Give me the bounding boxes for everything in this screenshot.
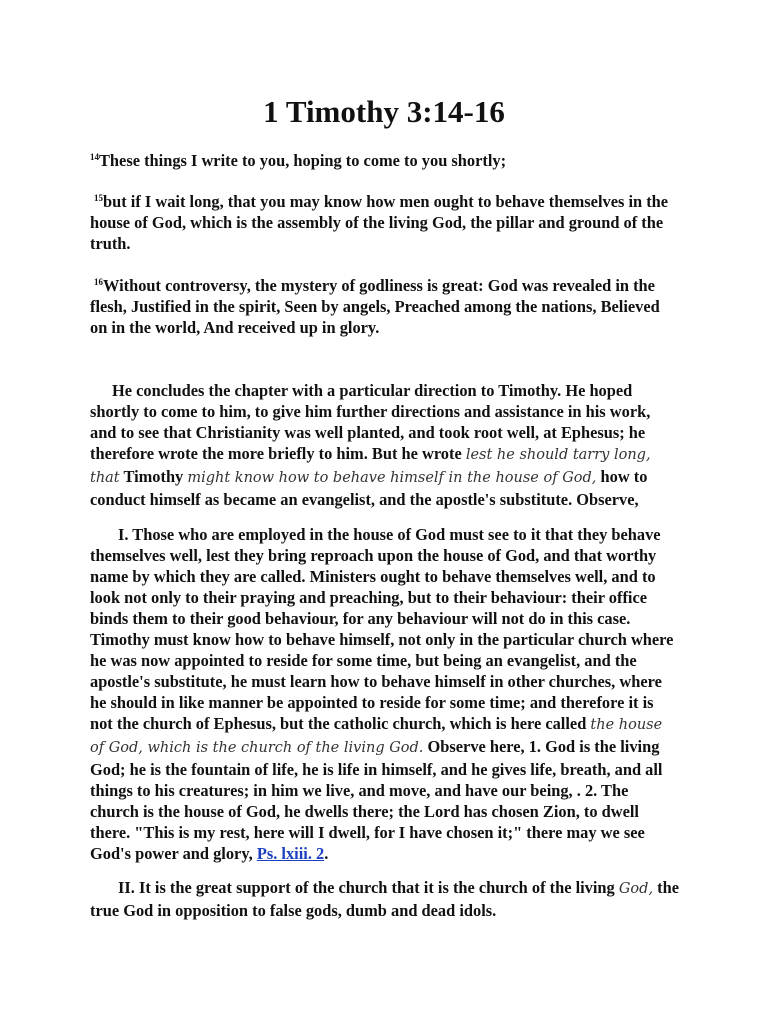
verse-text: but if I wait long, that you may know how men ought to behave themselves in the house of God, which is the assembly of the living God, the pillar and ground of the truth.: [90, 192, 669, 253]
scripture-quote: might know how to behave himself in the house of God,: [187, 470, 597, 486]
verse-number: 16: [94, 277, 103, 287]
commentary-text: Timothy: [119, 467, 188, 486]
commentary-text: .: [324, 844, 329, 863]
scripture-quote: the house of God, which is the church of the living God.: [90, 717, 663, 756]
verse-number: 15: [94, 193, 103, 203]
verse-text: Without controversy, the mystery of godliness is great: God was revealed in the flesh, Justified in the spirit, Seen by angels, Preached among the nations, Believed on in the world, And received up in glory.: [90, 276, 660, 337]
commentary-text: how to conduct himself as became an evangelist, and the apostle's substitute. Observe,: [90, 467, 648, 509]
commentary-paragraph-1: [90, 380, 680, 510]
scripture-quote: lest he should tarry long, that: [90, 447, 651, 486]
scripture-reference-link[interactable]: Ps. lxiii. 2: [256, 844, 325, 863]
commentary-text: I. Those who are employed in the house of God must see to it that they behave themselves well, lest they bring reproach upon the house of God, and that worthy name by which they are called. Ministers ought to behave themselves well, and to look not only to their praying and preaching, but to their behaviour: their office binds them to their good behaviour, for any behaviour will not do in this case. Timothy must know how to behave himself, not only in the particular church where he was now appointed to reside for some time, but being an evangelist, and the apostle's substitute, he must learn how to behave himself in other churches, where he should in like manner be appointed to reside for some time; and therefore it is not the church of Ephesus, but the catholic church, which is here called: [90, 525, 674, 733]
commentary-text: He concludes the chapter with a particular direction to Timothy. He hoped shortly to come to him, to give him further directions and assistance in his work, and to see that Christianity was well planted, and took root well, at Ephesus; he therefore wrote the more briefly to him. But he wrote: [90, 381, 651, 463]
verse-number: 14: [90, 152, 99, 162]
verse-text: These things I write to you, hoping to come to you shortly;: [99, 151, 507, 170]
verse-16: [90, 275, 680, 338]
commentary-text: Observe here, 1. God is the living God; he is the fountain of life, he is life in himself, and he gives life, breath, and all things to his creatures; in him we live, and move, and have our being, . 2. The church is the house of God, he dwells there; the Lord has chosen Zion, to dwell there. "This is my rest, here will I dwell, for I have chosen it;" there may we see God's power and glory,: [90, 737, 663, 863]
page-title: 1 Timothy 3:14-16: [263, 94, 505, 129]
commentary-text: the true God in opposition to false gods, dumb and dead idols.: [90, 878, 680, 920]
verse-15: [90, 191, 680, 254]
commentary-paragraph-3: [90, 877, 680, 921]
commentary-text: II. It is the great support of the church that it is the church of the living: [118, 878, 619, 897]
commentary-paragraph-2: [90, 524, 680, 864]
verse-14: [90, 150, 680, 171]
scripture-quote: God,: [618, 881, 654, 897]
